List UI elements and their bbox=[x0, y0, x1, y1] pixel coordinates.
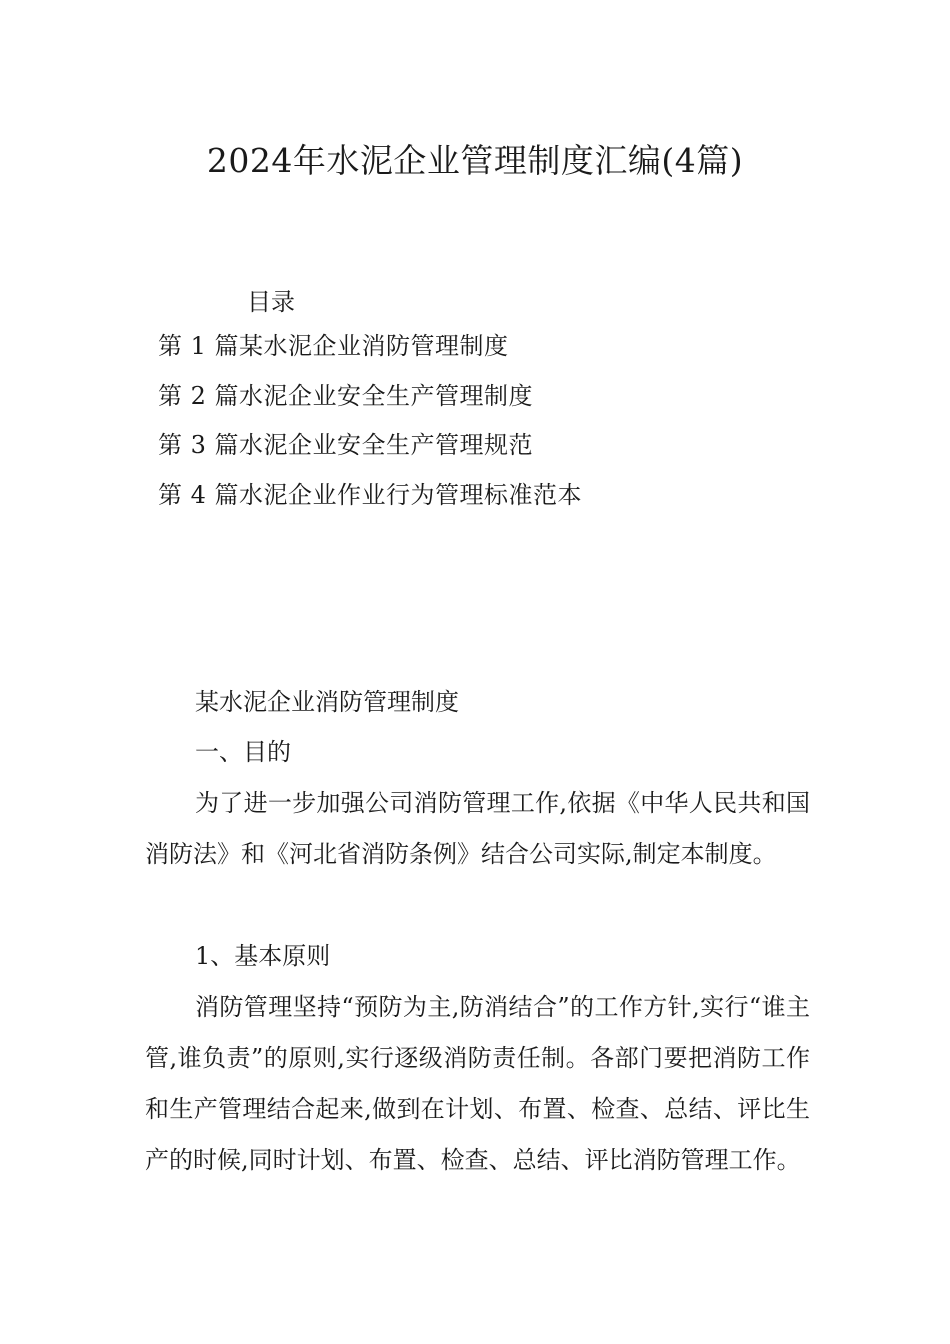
toc-item: 第 2 篇水泥企业安全生产管理制度 bbox=[158, 381, 534, 410]
paragraph-principles: 消防管理坚持“预防为主,防消结合”的工作方针,实行“谁主管,谁负责”的原则,实行逐级消防责任制。各部门要把消防工作和生产管理结合起来,做到在计划、布置、检查、总结、评比生产的时候,同时计划、布置、检查、总结、评比消防管理工作。 bbox=[145, 993, 810, 1174]
toc-heading: 目录 bbox=[247, 288, 295, 316]
section-heading-principles: 1、基本原则 bbox=[195, 942, 331, 970]
toc-item: 第 3 篇水泥企业安全生产管理规范 bbox=[158, 431, 534, 459]
paragraph-purpose: 为了进一步加强公司消防管理工作,依据《中华人民共和国消防法》和《河北省消防条例》结合公司实际,制定本制度。 bbox=[145, 789, 810, 868]
table-of-contents bbox=[158, 329, 582, 527]
toc-item: 第 1 篇某水泥企业消防管理制度 bbox=[158, 332, 509, 360]
section-title: 某水泥企业消防管理制度 bbox=[195, 688, 459, 716]
document-title: 2024年水泥企业管理制度汇编(4篇) bbox=[206, 141, 744, 180]
section-heading-purpose: 一、目的 bbox=[195, 738, 291, 766]
toc-item: 第 4 篇水泥企业作业行为管理标准范本 bbox=[158, 480, 583, 509]
